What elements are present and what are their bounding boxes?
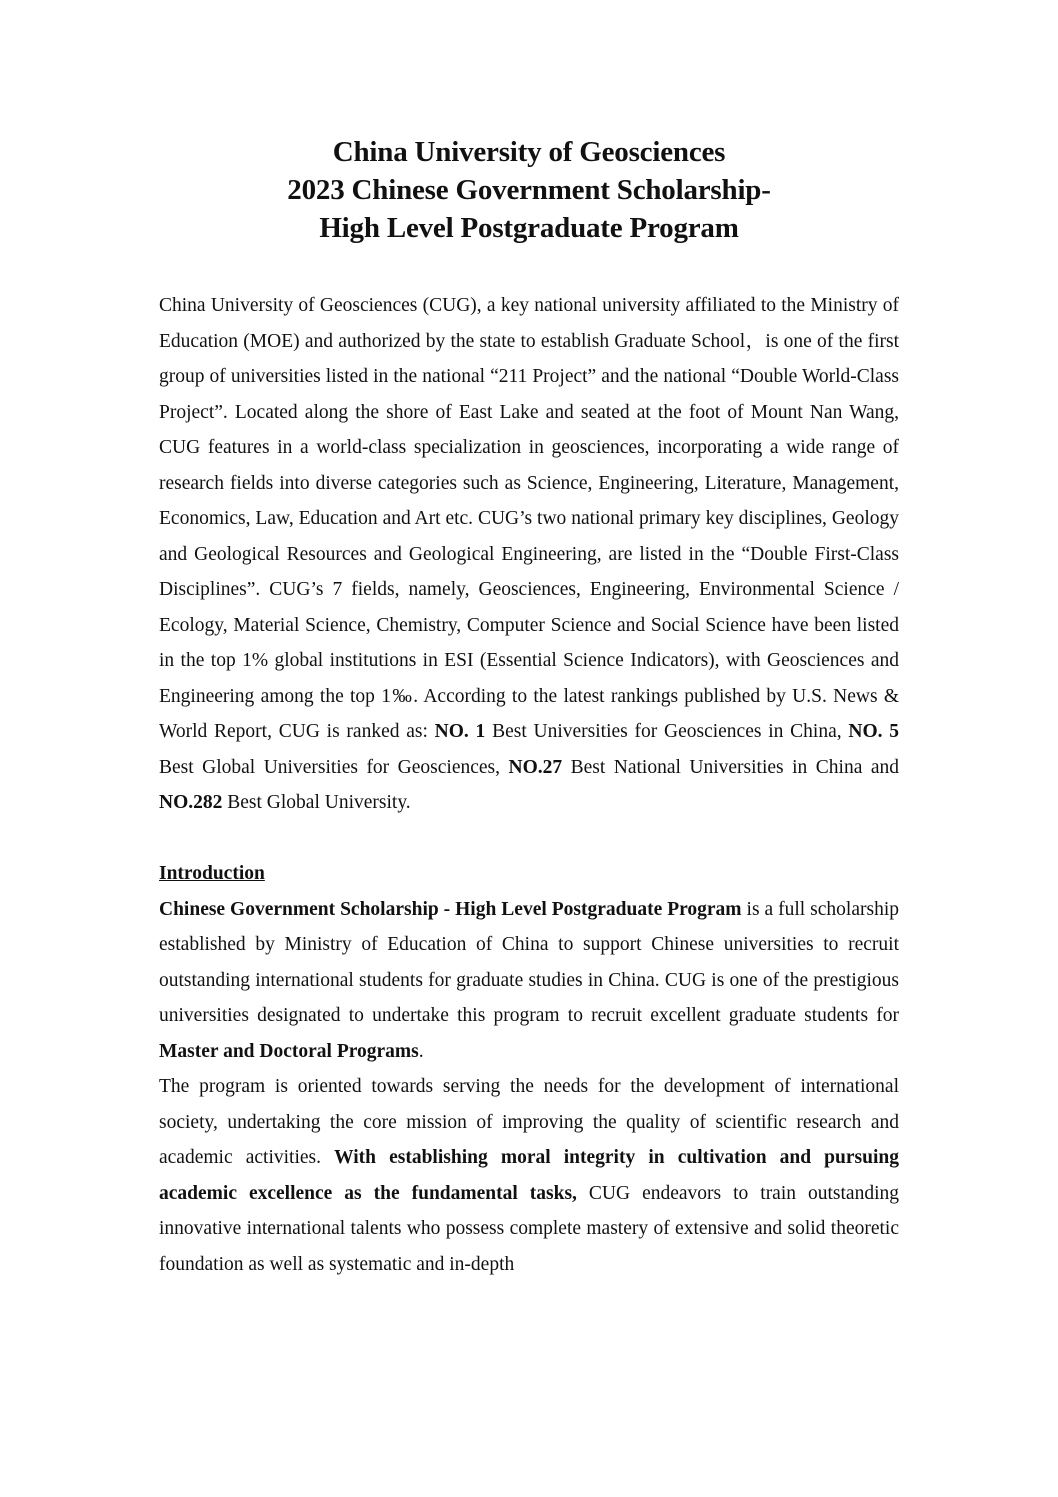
intro-text-4: Best National Universities in China and bbox=[562, 756, 899, 778]
rank-1: NO. 1 bbox=[434, 721, 486, 742]
introduction-text-1: is a full scholarship established by Ministry of Education of China to support Chinese universities to recruit outstanding international students for graduate studies in China. CUG is one of the prestigious universities designated to undertake this program to recruit excellent graduate students for bbox=[159, 898, 899, 1026]
title-line-1: China University of Geosciences bbox=[332, 136, 726, 168]
rank-2: NO. 5 bbox=[848, 721, 899, 742]
introduction-text-2: The program is oriented towards serving the needs for the development of international society, undertaking the core mission of improving the quality of scientific research and academic activities. bbox=[159, 1076, 899, 1168]
introduction-text-2b: CUG endeavors to train outstanding innovative international talents who possess complete mastery of extensive and solid theoretic foundation as well as systematic and in-depth bbox=[159, 1182, 899, 1275]
section-spacer bbox=[159, 821, 899, 857]
rank-4: NO.282 bbox=[159, 792, 223, 813]
intro-text-2: Best Universities for Geosciences in China, bbox=[485, 721, 849, 742]
introduction-paragraph-1 bbox=[159, 892, 899, 1070]
introduction-paragraph-2 bbox=[159, 1069, 899, 1282]
fundamental-tasks: With establishing moral integrity in cultivation and pursuing academic excellence as the fundamental tasks, bbox=[159, 1147, 899, 1204]
intro-paragraph bbox=[159, 288, 899, 821]
program-name: Chinese Government Scholarship - High Level Postgraduate Program bbox=[159, 898, 742, 920]
intro-text-5: Best Global University. bbox=[222, 792, 411, 813]
rank-3: NO.27 bbox=[508, 756, 563, 778]
introduction-text-1-end: . bbox=[418, 1040, 424, 1062]
document-title bbox=[0, 133, 1058, 247]
title-line-2: 2023 Chinese Government Scholarship- bbox=[287, 174, 771, 206]
document-body bbox=[159, 288, 899, 1282]
intro-text-1: China University of Geosciences (CUG), a key national university affiliated to the Ministry of Education (MOE) and authorized by the state to establish Graduate School，is one of the first group of universities listed in the national “211 Project” and the national “Double World-Class Project”. Located along the shore of East Lake and seated at the foot of Mount Nan Wang, CUG features in a world-class specialization in geosciences, incorporating a wide range of research fields into diverse categories such as Science, Engineering, Literature, Management, Economics, Law, Education and Art etc. CUG’s two national primary key disciplines, Geology and Geological Resources and Geological Engineering, are listed in the “Double First-Class Disciplines”. CUG’s 7 fields, namely, Geosciences, Engineering, Environmental Science / Ecology, Material Science, Chemistry, Computer Science and Social Science have been listed in the top 1% global institutions in ESI (Essential Science Indicators), with Geosciences and Engineering among the top 1‰. According to the latest rankings published by U.S. News & World Report, CUG is ranked as: bbox=[159, 295, 899, 742]
introduction-heading: Introduction bbox=[159, 863, 265, 884]
program-levels: Master and Doctoral Programs bbox=[159, 1040, 419, 1062]
title-line-3: High Level Postgraduate Program bbox=[319, 212, 739, 244]
intro-text-3: Best Global Universities for Geosciences, bbox=[159, 756, 509, 778]
